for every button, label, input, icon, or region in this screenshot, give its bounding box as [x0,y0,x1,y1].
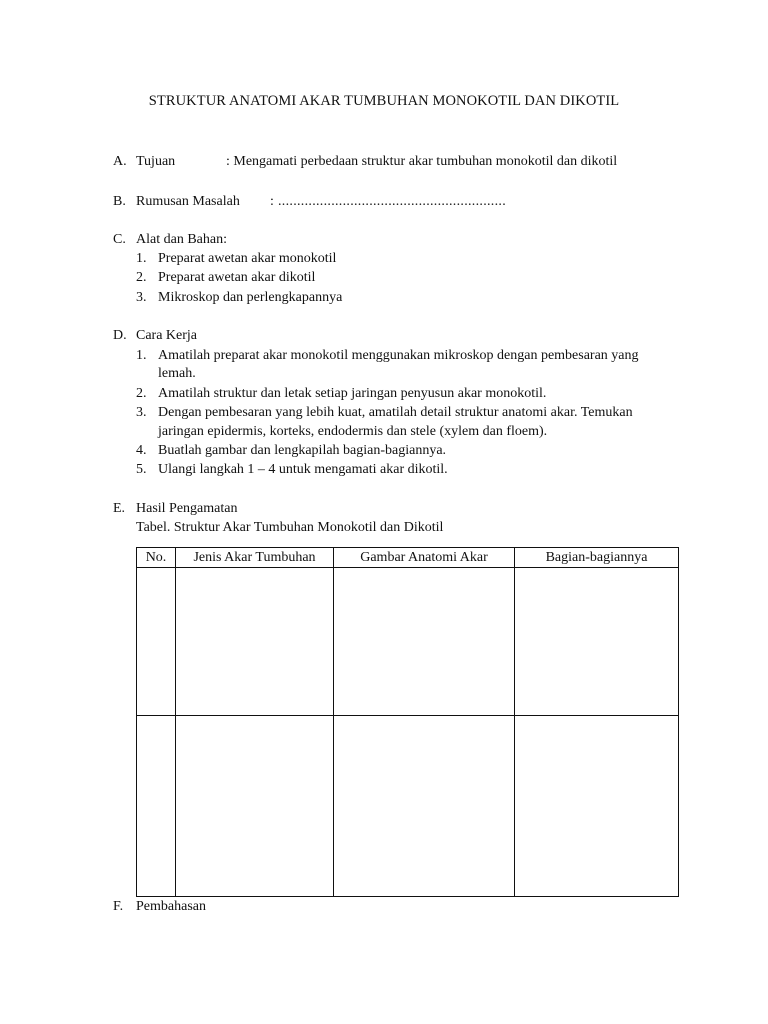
table-cell [137,716,176,897]
table-cell [515,716,679,897]
section-a-value: : Mengamati perbedaan struktur akar tumbuhan monokotil dan dikotil [226,154,618,169]
observation-table [136,547,679,897]
list-item: Amatilah preparat akar monokotil menggunakan mikroskop dengan pembesaran yang [158,348,639,363]
table-cell [515,568,679,716]
list-item-number: 4. [136,443,147,458]
list-item: Preparat awetan akar dikotil [158,270,316,285]
section-f-letter: F. [113,899,124,914]
list-item-number: 2. [136,386,147,401]
table-caption: Tabel. Struktur Akar Tumbuhan Monokotil dan Dikotil [136,520,444,535]
section-a-label: Tujuan [136,154,176,169]
table-row [137,716,679,897]
table-header-gambar: Gambar Anatomi Akar [334,548,515,568]
section-b-label: Rumusan Masalah [136,194,240,209]
list-item-number: 5. [136,462,147,477]
section-a-letter: A. [113,154,127,169]
list-item-number: 3. [136,290,147,305]
table-cell [137,568,176,716]
section-b-value: : ............................................................ [270,194,506,209]
list-item-number: 2. [136,270,147,285]
list-item: Dengan pembesaran yang lebih kuat, amatilah detail struktur anatomi akar. Temukan [158,405,633,420]
list-item: Amatilah struktur dan letak setiap jaringan penyusun akar monokotil. [158,386,547,401]
list-item-continuation: lemah. [158,366,196,381]
list-item-continuation: jaringan epidermis, korteks, endodermis dan stele (xylem dan floem). [158,424,548,439]
list-item: Preparat awetan akar monokotil [158,251,337,266]
section-c-label: Alat dan Bahan: [136,232,227,247]
table-cell [176,716,334,897]
section-e-letter: E. [113,501,126,516]
table-header-jenis: Jenis Akar Tumbuhan [176,548,334,568]
section-b-letter: B. [113,194,126,209]
table-header-bagian: Bagian-bagiannya [515,548,679,568]
document-title: STRUKTUR ANATOMI AKAR TUMBUHAN MONOKOTIL DAN DIKOTIL [148,93,620,109]
list-item-number: 1. [136,348,147,363]
table-header-row [137,548,679,568]
section-c-letter: C. [113,232,126,247]
list-item: Buatlah gambar dan lengkapilah bagian-bagiannya. [158,443,447,458]
list-item-number: 1. [136,251,147,266]
list-item-number: 3. [136,405,147,420]
section-d-letter: D. [113,328,127,343]
list-item: Mikroskop dan perlengkapannya [158,290,343,305]
table-cell [334,568,515,716]
section-e-label: Hasil Pengamatan [136,501,238,516]
table-row [137,568,679,716]
table-cell [334,716,515,897]
table-cell [176,568,334,716]
section-f-label: Pembahasan [136,899,206,914]
section-d-label: Cara Kerja [136,328,198,343]
table-header-no: No. [137,548,176,568]
list-item: Ulangi langkah 1 – 4 untuk mengamati akar dikotil. [158,462,448,477]
